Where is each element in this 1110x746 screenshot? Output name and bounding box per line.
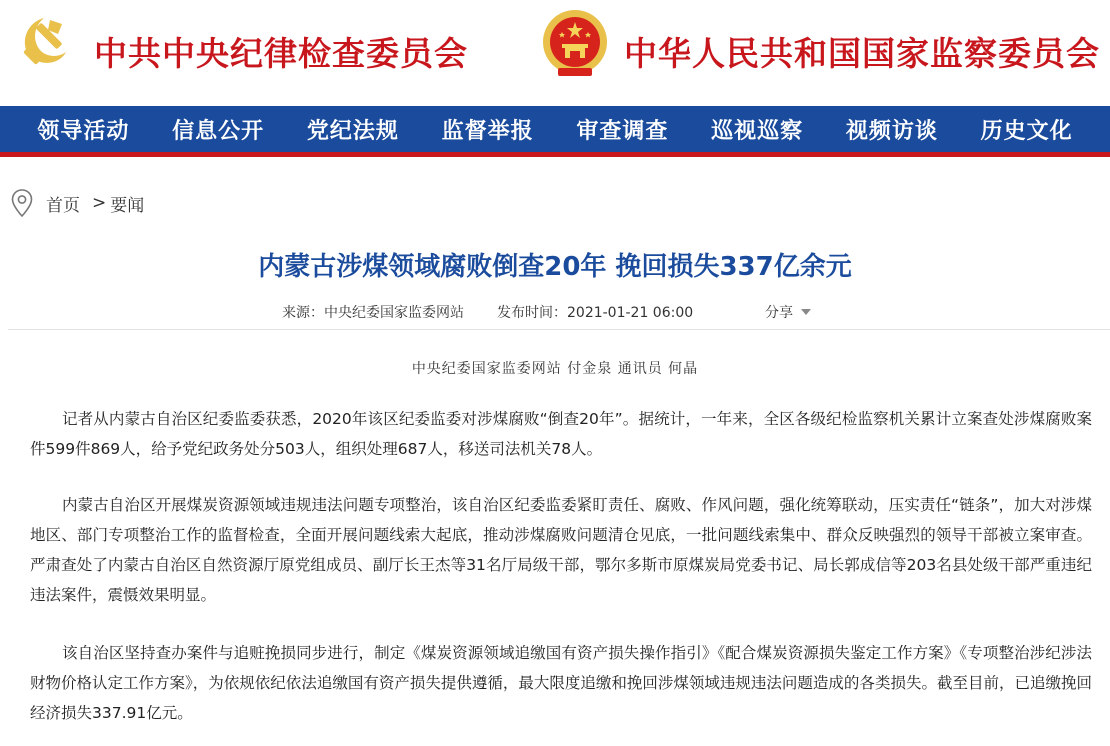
org-name-nsc[interactable]: 中华人民共和国国家监察委员会 xyxy=(624,34,1100,73)
breadcrumb-current-link[interactable]: 要闻 xyxy=(110,195,145,216)
breadcrumb xyxy=(10,186,144,220)
org-name-ccdi[interactable]: 中共中央纪律检查委员会 xyxy=(94,34,468,73)
national-emblem-icon[interactable] xyxy=(540,8,610,80)
caret-down-icon xyxy=(801,309,811,315)
article-source: 来源：中央纪委国家监委网站 xyxy=(282,305,464,321)
nav-item-inspection[interactable]: 巡视巡察 xyxy=(711,117,804,144)
site-header xyxy=(0,0,1110,106)
share-label: 分享 xyxy=(765,305,793,321)
party-emblem-icon[interactable] xyxy=(14,10,78,74)
nav-item-supervision-report[interactable]: 监督举报 xyxy=(441,117,534,144)
article-publish-time: 发布时间：2021-01-21 06:00 xyxy=(497,305,694,321)
nav-item-history-culture[interactable]: 历史文化 xyxy=(980,117,1073,144)
article-paragraph: 记者从内蒙古自治区纪委监委获悉，2020年该区纪委监委对涉煤腐败“倒查20年”。据统计，一年来，全区各级纪检监察机关累计立案查处涉煤腐败案件599件869人，给予党纪政务处分503人，组织处理687人，移送司法机关78人。 xyxy=(30,410,1092,458)
nav-item-video-interview[interactable]: 视频访谈 xyxy=(845,117,938,144)
article-byline: 中央纪委国家监委网站 付金泉 通讯员 何晶 xyxy=(411,361,699,377)
nav-item-investigation[interactable]: 审查调查 xyxy=(576,117,669,144)
nav-item-regulations[interactable]: 党纪法规 xyxy=(306,117,399,144)
nav-item-info-disclosure[interactable]: 信息公开 xyxy=(172,117,265,144)
nav-item-leadership[interactable]: 领导活动 xyxy=(37,117,130,144)
location-pin-icon xyxy=(10,188,34,218)
main-nav xyxy=(0,106,1110,152)
breadcrumb-home-link[interactable]: 首页 xyxy=(46,195,80,216)
article-paragraph: 该自治区坚持查办案件与追赃挽损同步进行，制定《煤炭资源领域追缴国有资产损失操作指引》《配合煤炭资源损失鉴定工作方案》《专项整治涉纪涉法财物价格认定工作方案》，为依规依纪依法追缴国有资产损失提供遵循，最大限度追缴和挽回涉煤领域违规违法问题造成的各类损失。截至目前，已追缴挽回经济损失337.91亿元。 xyxy=(30,644,1092,722)
breadcrumb-separator: > xyxy=(92,193,107,213)
article-paragraph: 内蒙古自治区开展煤炭资源领域违规违法问题专项整治，该自治区纪委监委紧盯责任、腐败、作风问题，强化统筹联动，压实责任“链条”，加大对涉煤地区、部门专项整治工作的监督检查，全面开展问题线索大起底，推动涉煤腐败问题清仓见底，一批问题线索集中、群众反映强烈的领导干部被立案审查。严肃查处了内蒙古自治区自然资源厅原党组成员、副厅长王杰等31名厅局级干部，鄂尔多斯市原煤炭局党委书记、局长郭成信等203名县处级干部严重违纪违法案件，震慑效果明显。 xyxy=(30,496,1092,604)
nav-accent-bar xyxy=(0,152,1110,157)
share-button[interactable] xyxy=(765,302,811,322)
article-title: 内蒙古涉煤领域腐败倒查20年 挽回损失337亿余元 xyxy=(258,252,852,282)
meta-divider xyxy=(8,329,1110,330)
